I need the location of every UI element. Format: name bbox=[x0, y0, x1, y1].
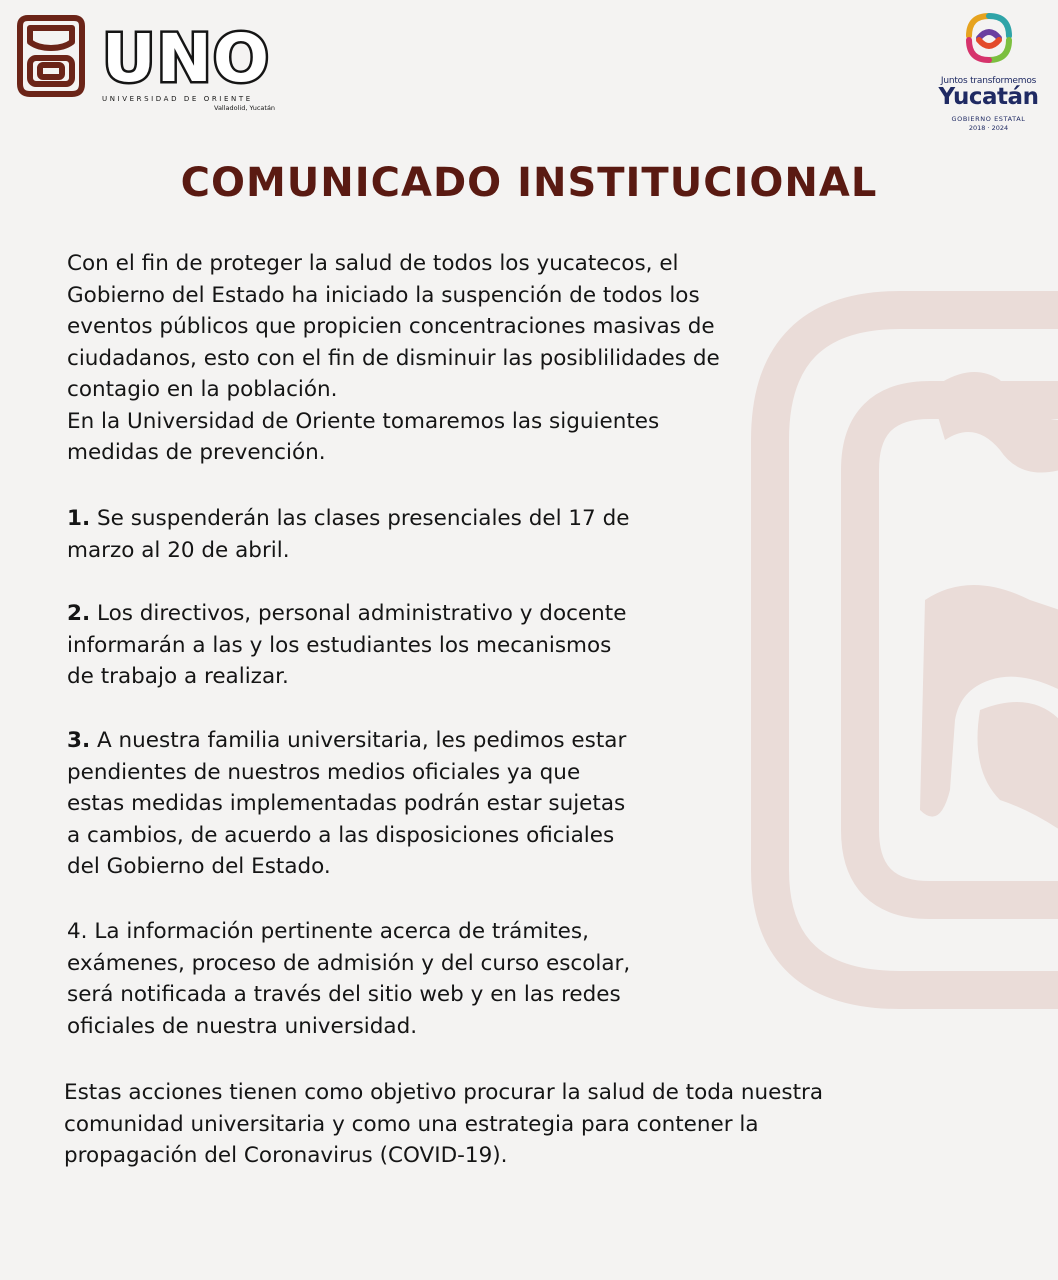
measure-item bbox=[67, 725, 637, 883]
measure-number: 1. bbox=[67, 506, 91, 531]
yucatan-emblem-icon bbox=[959, 8, 1019, 68]
intro-paragraph: Con el fin de proteger la salud de todos los yucatecos, el Gobierno del Estado ha iniciado la suspención de todos los eventos públicos que propicien concentraciones masivas de ciudadanos, esto con el fin de disminuir las posiblilidades de contagio en la población. bbox=[67, 251, 720, 402]
measure-text: Los directivos, personal administrativo y docente informarán a las y los estudiantes los mecanismos de trabajo a realizar. bbox=[67, 601, 627, 689]
uno-wordmark: UNO bbox=[102, 20, 270, 97]
yucatan-government: GOBIERNO ESTATAL bbox=[951, 115, 1026, 123]
measure-item bbox=[67, 503, 637, 566]
yucatan-logo bbox=[926, 6, 1051, 131]
intro-text bbox=[67, 248, 747, 469]
page-title: COMUNICADO INSTITUCIONAL bbox=[180, 160, 878, 206]
measure-number: 3. bbox=[67, 728, 91, 753]
measure-item bbox=[67, 916, 637, 1042]
uno-logo bbox=[12, 14, 277, 112]
closing-text: Estas acciones tienen como objetivo procurar la salud de toda nuestra comunidad universitaria y como una estrategia para contener la propagación del Coronavirus (COVID-19). bbox=[64, 1080, 824, 1168]
yucatan-name: Yucatán bbox=[938, 84, 1039, 110]
glyph-watermark-icon bbox=[730, 270, 1058, 1010]
intro-paragraph: En la Universidad de Oriente tomaremos las siguientes medidas de prevención. bbox=[67, 408, 660, 465]
university-name: UNIVERSIDAD DE ORIENTE bbox=[102, 95, 253, 103]
measure-item bbox=[67, 598, 637, 693]
yucatan-period: 2018 · 2024 bbox=[968, 124, 1009, 132]
measure-number: 4. bbox=[67, 919, 88, 944]
university-location: Valladolid, Yucatán bbox=[214, 104, 276, 112]
measure-text: Se suspenderán las clases presenciales del 17 de marzo al 20 de abril. bbox=[67, 506, 630, 563]
measure-number: 2. bbox=[67, 601, 91, 626]
yucatan-tagline: Juntos transformemos bbox=[940, 76, 1037, 86]
measure-text: La información pertinente acerca de trámites, exámenes, proceso de admisión y del curso escolar, será notificada a través del sitio web y en las redes oficiales de nuestra universidad. bbox=[67, 919, 631, 1039]
measure-text: A nuestra familia universitaria, les pedimos estar pendientes de nuestros medios oficiales ya que estas medidas implementadas podrán estar sujetas a cambios, de acuerdo a las disposiciones oficiales del Gobierno del Estado. bbox=[67, 728, 627, 879]
uno-glyph-icon bbox=[12, 14, 90, 98]
